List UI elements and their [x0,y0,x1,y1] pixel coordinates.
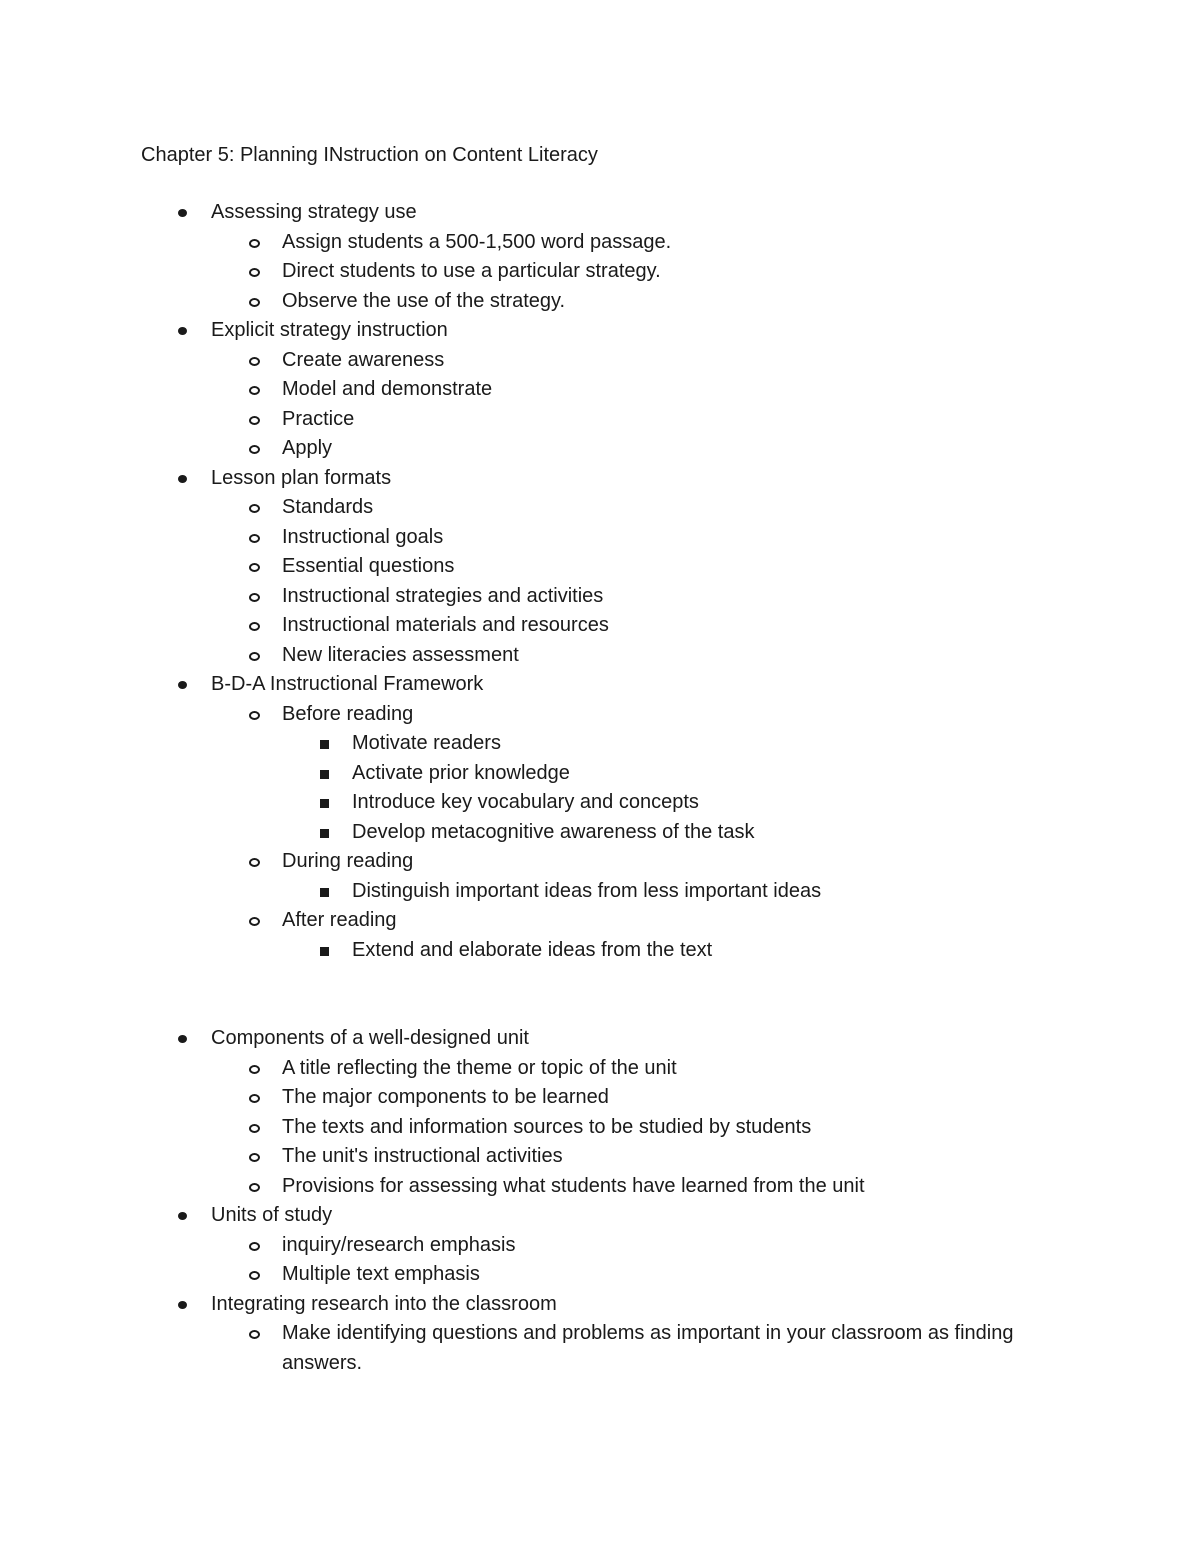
hollow-circle-bullet-icon [249,858,260,867]
list-item [0,877,1200,907]
filled-circle-bullet-icon [178,327,187,335]
list-item-text: Instructional strategies and activities [282,584,604,607]
list-item-text: Apply [282,437,333,459]
list-item [0,729,1200,759]
hollow-circle-bullet-icon [249,1242,260,1251]
list-item [0,287,1200,317]
list-item [0,198,1200,228]
list-item [0,228,1200,258]
list-item [0,1172,1200,1202]
list-item [0,1024,1200,1054]
list-item [0,1054,1200,1084]
hollow-circle-bullet-icon [249,504,260,513]
list-item-text: Introduce key vocabulary and concepts [352,791,699,813]
list-item-text: After reading [282,909,397,931]
list-item [0,1113,1200,1143]
list-item [0,1319,1200,1378]
list-item [0,316,1200,346]
list-item [0,1083,1200,1113]
list-item-text: Before reading [282,702,414,725]
list-item [0,670,1200,700]
square-bullet-icon [320,799,329,808]
hollow-circle-bullet-icon [249,1094,260,1103]
list-item [0,759,1200,789]
list-item-text: Instructional materials and resources [282,614,609,636]
list-item-text: Create awareness [282,348,445,371]
list-item [0,375,1200,405]
list-item-text: Multiple text emphasis [282,1263,480,1285]
list-item-text: Lesson plan formats [211,466,392,489]
list-item [0,257,1200,287]
hollow-circle-bullet-icon [249,416,260,425]
list-item-text: During reading [282,850,414,872]
list-item-text: Explicit strategy instruction [211,319,448,341]
hollow-circle-bullet-icon [249,1183,260,1192]
hollow-circle-bullet-icon [249,357,260,366]
list-item-text: A title reflecting the theme or topic of the unit [282,1056,677,1079]
list-item-text: Motivate readers [352,732,501,754]
list-item [0,1142,1200,1172]
list-item-text: The major components to be learned [282,1086,609,1108]
list-item [0,1201,1200,1231]
hollow-circle-bullet-icon [249,917,260,926]
hollow-circle-bullet-icon [249,593,260,602]
hollow-circle-bullet-icon [249,534,260,543]
hollow-circle-bullet-icon [249,1271,260,1280]
list-item-text: Develop metacognitive awareness of the task [352,820,755,843]
hollow-circle-bullet-icon [249,652,260,661]
square-bullet-icon [320,888,329,897]
filled-circle-bullet-icon [178,1301,187,1309]
list-item-text: Distinguish important ideas from less important ideas [352,879,822,902]
list-item [0,818,1200,848]
list-item-text: Standards [282,496,374,518]
list-item [0,906,1200,936]
list-item-text: The unit's instructional activities [282,1145,563,1167]
hollow-circle-bullet-icon [249,1124,260,1133]
square-bullet-icon [320,740,329,749]
list-item-text: Observe the use of the strategy. [282,289,566,312]
filled-circle-bullet-icon [178,475,187,483]
square-bullet-icon [320,829,329,838]
filled-circle-bullet-icon [178,209,187,217]
list-item-text: Extend and elaborate ideas from the text [352,938,713,961]
hollow-circle-bullet-icon [249,298,260,307]
list-item [0,1260,1200,1290]
hollow-circle-bullet-icon [249,239,260,248]
document-title: Chapter 5: Planning INstruction on Content Literacy [141,144,598,166]
list-item-text: New literacies assessment [282,643,519,666]
list-item [0,936,1200,966]
list-item-text: Essential questions [282,555,455,577]
list-item [0,405,1200,435]
filled-circle-bullet-icon [178,1035,187,1043]
hollow-circle-bullet-icon [249,1330,260,1339]
list-item [0,641,1200,671]
list-item [0,582,1200,612]
bullet-outline [0,198,1200,1378]
filled-circle-bullet-icon [178,1212,187,1220]
list-item [0,788,1200,818]
square-bullet-icon [320,770,329,779]
hollow-circle-bullet-icon [249,563,260,572]
list-item-text: Instructional goals [282,525,444,548]
hollow-circle-bullet-icon [249,1065,260,1074]
list-item-text: Components of a well-designed unit [211,1027,529,1049]
hollow-circle-bullet-icon [249,622,260,631]
list-item-text: Integrating research into the classroom [211,1292,557,1315]
list-item [0,1231,1200,1261]
list-item-text: Make identifying questions and problems as important in your classroom as finding answers. [282,1322,1014,1374]
list-item [0,523,1200,553]
list-item-text: B-D-A Instructional Framework [211,673,484,695]
hollow-circle-bullet-icon [249,445,260,454]
list-item [0,1290,1200,1320]
list-item-text: Assessing strategy use [211,201,417,223]
blank-gap [0,965,1200,1024]
list-item [0,434,1200,464]
list-item-text: Activate prior knowledge [352,761,570,784]
list-item-text: Assign students a 500-1,500 word passage. [282,230,672,253]
filled-circle-bullet-icon [178,681,187,689]
list-item [0,847,1200,877]
list-item [0,611,1200,641]
list-item-text: Direct students to use a particular strategy. [282,260,661,282]
hollow-circle-bullet-icon [249,711,260,720]
hollow-circle-bullet-icon [249,1153,260,1162]
list-item-text: Provisions for assessing what students have learned from the unit [282,1174,865,1197]
list-item [0,552,1200,582]
hollow-circle-bullet-icon [249,386,260,395]
list-item [0,464,1200,494]
list-item-text: The texts and information sources to be studied by students [282,1115,812,1138]
list-item [0,493,1200,523]
list-item-text: inquiry/research emphasis [282,1233,516,1256]
list-item [0,700,1200,730]
hollow-circle-bullet-icon [249,268,260,277]
list-item-text: Model and demonstrate [282,378,493,400]
list-item [0,346,1200,376]
list-item-text: Practice [282,407,355,430]
square-bullet-icon [320,947,329,956]
list-item-text: Units of study [211,1204,333,1226]
